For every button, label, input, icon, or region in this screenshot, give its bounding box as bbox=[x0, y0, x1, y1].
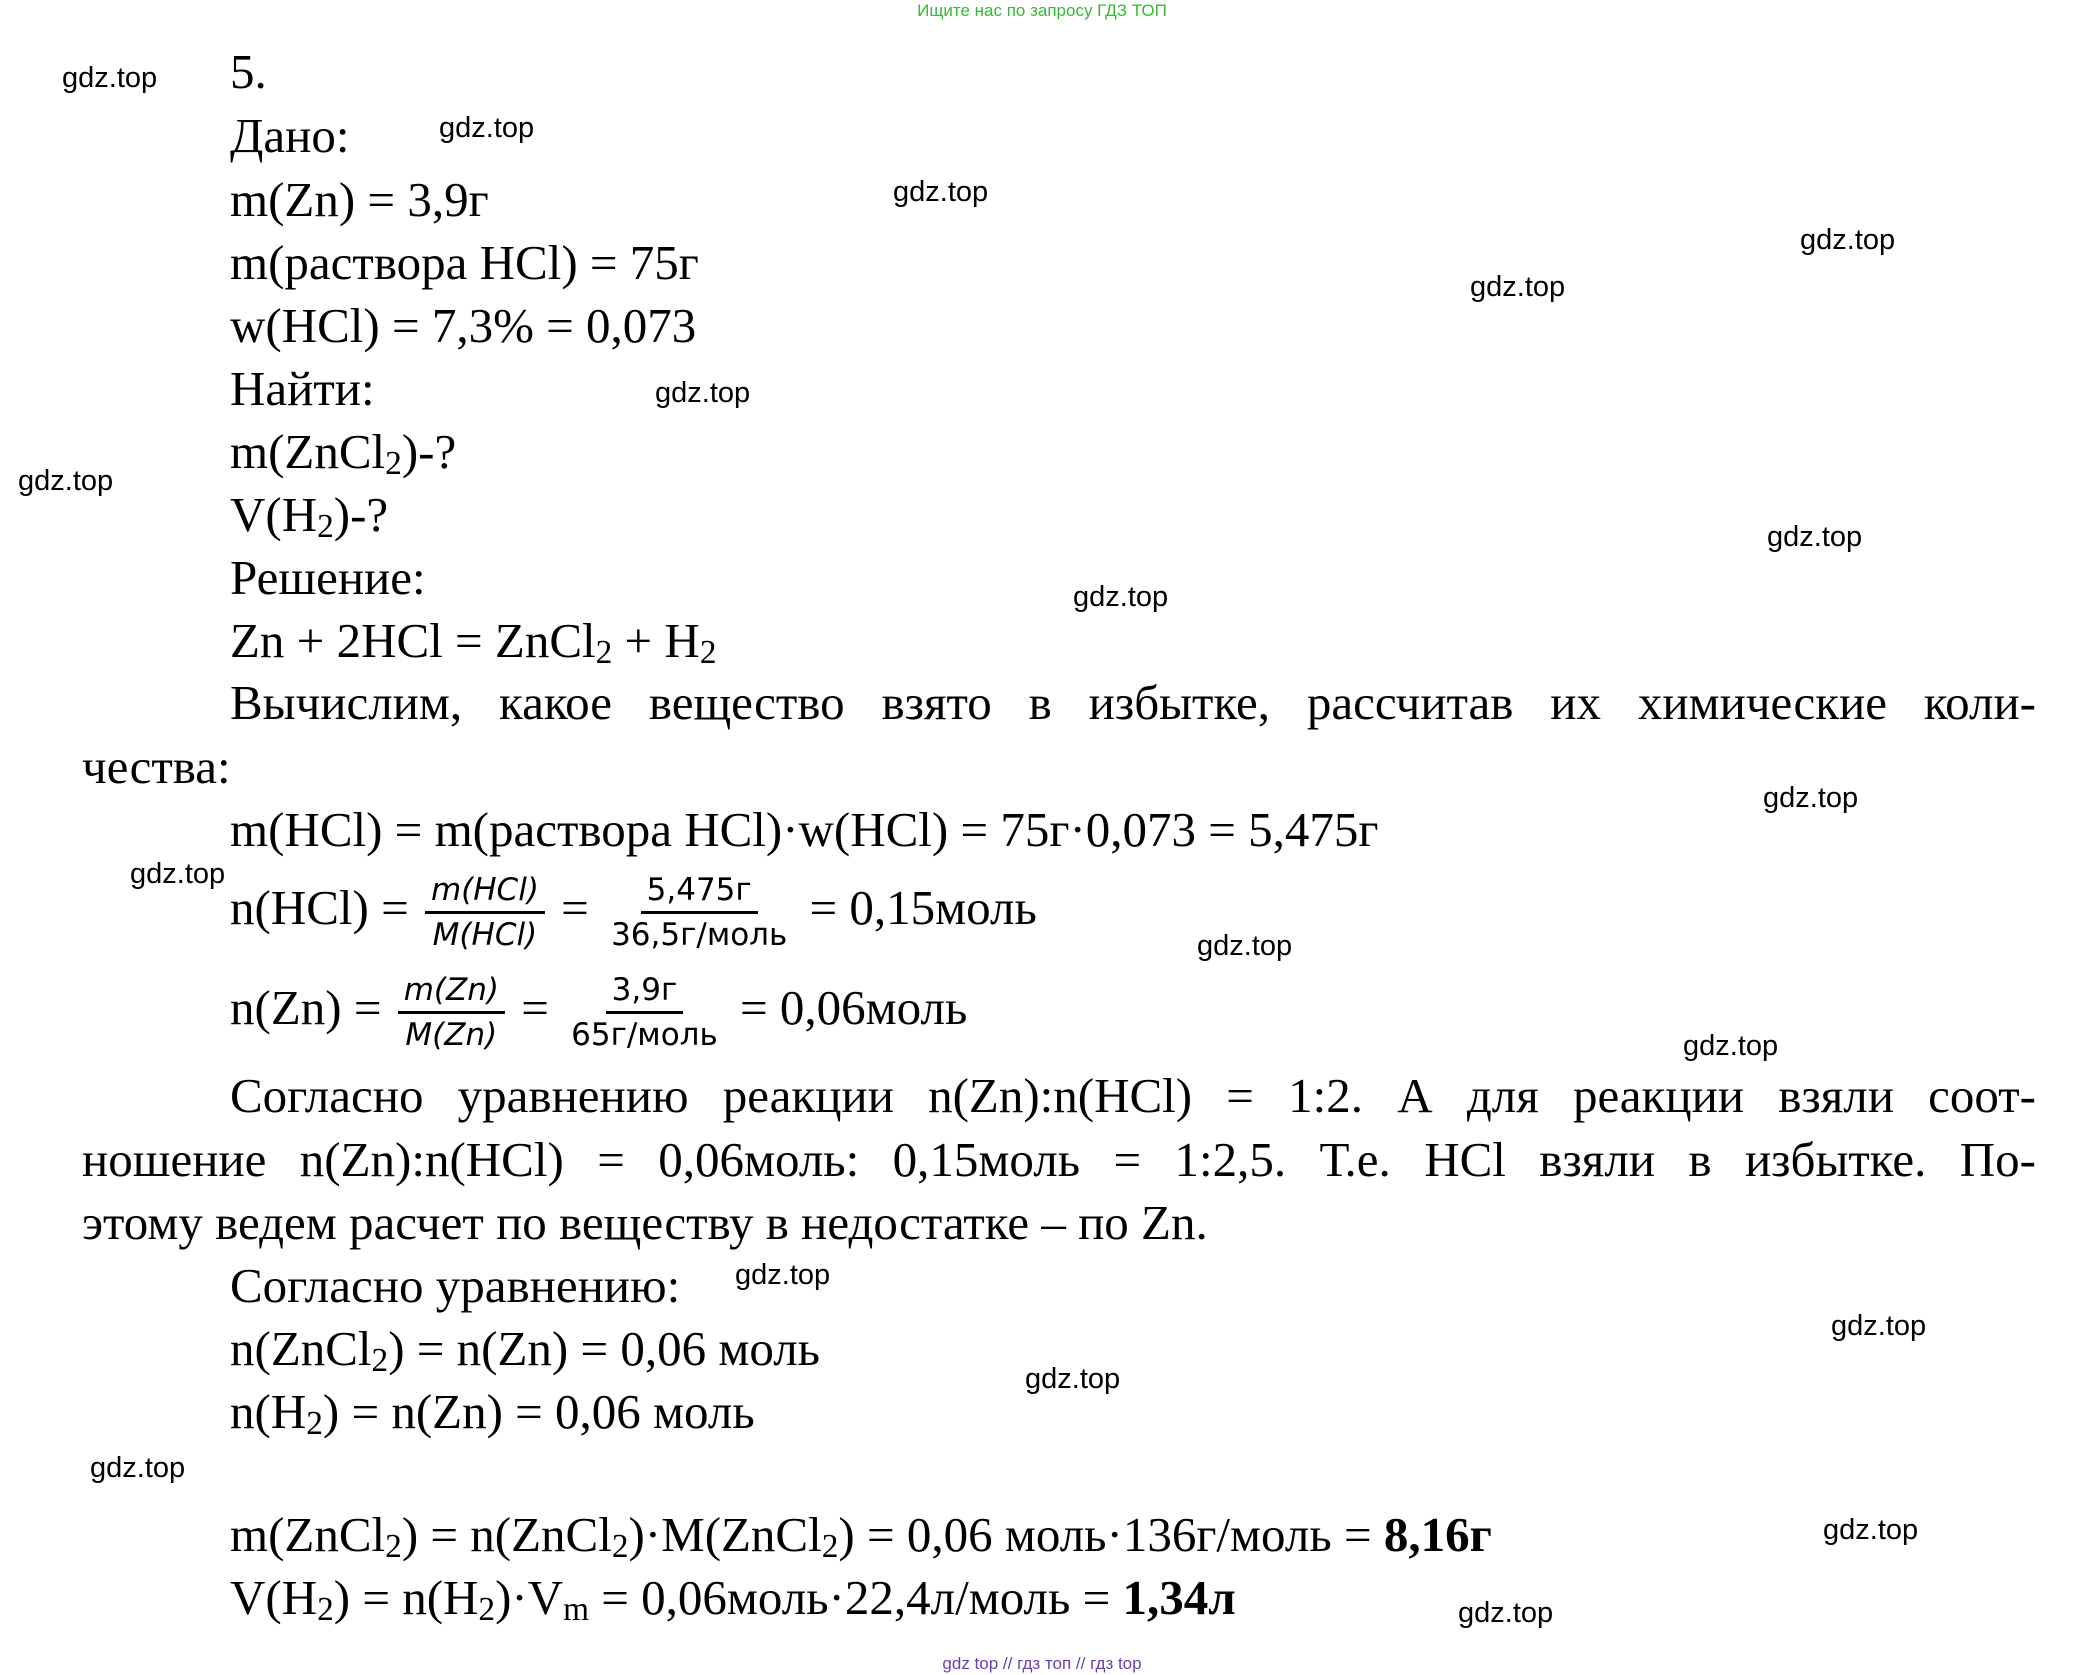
given-solution-mass: m(раствора HCl) = 75г bbox=[230, 235, 699, 290]
reaction-equation: Zn + 2HCl = ZnCl$_2$ + $H_2$ bbox=[230, 613, 717, 671]
fraction-hcl-values: $\frac{5,475г}{\text{36,5г/моль}}$ bbox=[611, 872, 788, 953]
excess-paragraph-line-2: чества: bbox=[82, 739, 231, 794]
zncl2-mass-answer: 8,16г bbox=[1383, 1507, 1492, 1562]
watermark: gdz.top bbox=[90, 1452, 186, 1484]
watermark: gdz.top bbox=[1197, 930, 1293, 962]
fraction-m-over-M-hcl: $\frac{\text{m(HCl)}}{\text{M(HCl)}}$ bbox=[425, 872, 545, 953]
watermark: gdz.top bbox=[655, 377, 751, 409]
given-mass-fraction: w(HCl) = 7,3% = 0,073 bbox=[230, 298, 697, 353]
watermark: gdz.top bbox=[18, 465, 114, 497]
given-heading: Дано: bbox=[230, 108, 350, 163]
watermark: gdz.top bbox=[1831, 1310, 1927, 1342]
watermark: gdz.top bbox=[1683, 1030, 1779, 1062]
ratio-paragraph-line-2: ношение n(Zn):n(HCl) = 0,06моль: 0,15моль = 1:2,5. Т.е. HCl взяли в избытке. По- bbox=[82, 1132, 2036, 1187]
solution-heading: Решение: bbox=[230, 550, 426, 605]
find-heading: Найти: bbox=[230, 361, 375, 416]
problem-number: 5. bbox=[230, 44, 267, 99]
h2-volume-result: $V(H_2) = n(H_2)\cdot V_m$ = 0,06моль·22,4л/моль = 1,34л bbox=[230, 1570, 1236, 1628]
watermark: gdz.top bbox=[1073, 581, 1169, 613]
find-zncl2-mass: m(ZnCl$_2$)-? bbox=[230, 424, 457, 482]
excess-paragraph-line-1: Вычислим, какое вещество взято в избытке, рассчитав их химические коли- bbox=[230, 675, 2036, 730]
top-search-note: Ищите нас по запросу ГДЗ ТОП bbox=[917, 1, 1167, 20]
zinc-amount-formula: n(Zn) = $\frac{m(Zn)}{M(Zn)}$ = $\frac{3,9г}{\text{65г/моль}}$ = 0,06моль bbox=[230, 972, 968, 1053]
watermark: gdz.top bbox=[1470, 271, 1566, 303]
watermark: gdz.top bbox=[439, 112, 535, 144]
hcl-mass-calculation: m(HCl) = m(раствора HCl)·w(HCl) = 75г·0,073 = 5,475г bbox=[230, 802, 1379, 857]
watermark: gdz.top bbox=[1458, 1597, 1554, 1629]
ratio-paragraph-line-1: Согласно уравнению реакции n(Zn):n(HCl) = 1:2. А для реакции взяли соот- bbox=[230, 1068, 2036, 1123]
bottom-note: gdz top // гдз топ // гдз top bbox=[942, 1654, 1142, 1673]
fraction-zn-values: $\frac{3,9г}{\text{65г/моль}}$ bbox=[571, 972, 718, 1053]
zncl2-amount: n(ZnCl$_2$) = n(Zn) = 0,06 моль bbox=[230, 1321, 821, 1379]
watermark: gdz.top bbox=[893, 176, 989, 208]
watermark: gdz.top bbox=[1823, 1514, 1919, 1546]
watermark: gdz.top bbox=[1025, 1363, 1121, 1395]
hcl-amount-formula: n(HCl) = $\frac{\text{m(HCl)}}{\text{M(HCl)}}$ = $\frac{5,475г}{\text{36,5г/моль}}$ = 0,15моль bbox=[230, 872, 1037, 953]
fraction-m-over-M-zn: $\frac{m(Zn)}{M(Zn)}$ bbox=[398, 972, 505, 1053]
ratio-paragraph-line-3: этому ведем расчет по веществу в недостатке – по Zn. bbox=[82, 1195, 1208, 1250]
watermark: gdz.top bbox=[1767, 521, 1863, 553]
watermark: gdz.top bbox=[1763, 782, 1859, 814]
h2-amount: $n(H_2) = n(Zn) = 0,06$ моль bbox=[230, 1384, 755, 1442]
given-zinc-mass: m(Zn) = 3,9г bbox=[230, 172, 489, 227]
watermark: gdz.top bbox=[735, 1259, 831, 1291]
according-equation-label: Согласно уравнению: bbox=[230, 1258, 681, 1313]
h2-volume-answer: 1,34л bbox=[1122, 1570, 1236, 1625]
watermark: gdz.top bbox=[130, 858, 226, 890]
find-h2-volume: $V(H_2)-$? bbox=[230, 487, 389, 545]
zncl2-mass-result: m(ZnCl$_2$) = n(ZnCl$_2$)·M(ZnCl$_2$) = 0,06 моль·136г/моль = 8,16г bbox=[230, 1507, 1492, 1565]
watermark: gdz.top bbox=[62, 62, 158, 94]
watermark: gdz.top bbox=[1800, 224, 1896, 256]
